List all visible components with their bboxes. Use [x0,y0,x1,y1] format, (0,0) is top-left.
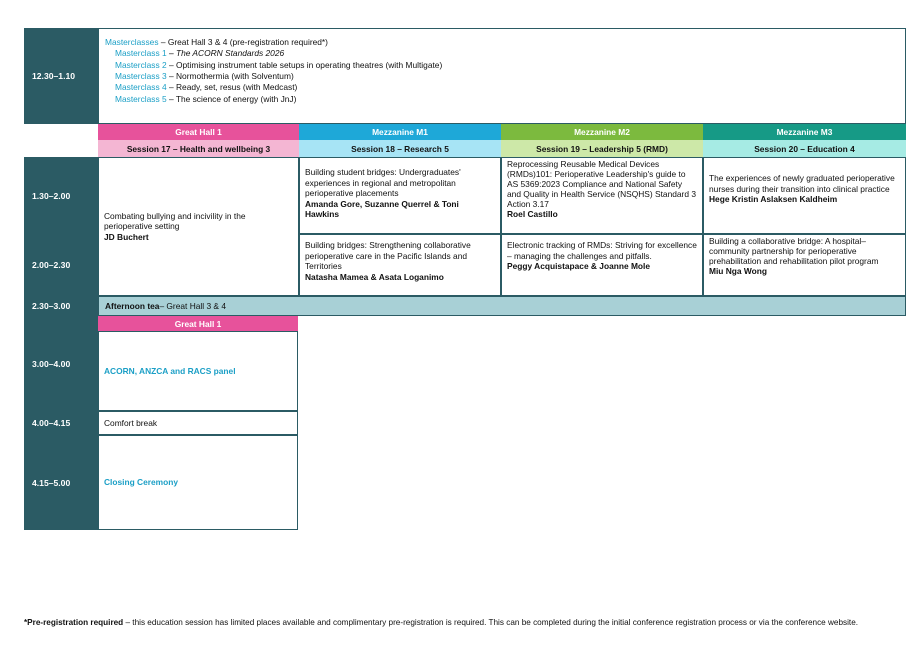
footnote [24,617,904,628]
masterclass-desc: – Optimising instrument table setups in operating theatres (with Multigate) [166,59,443,70]
talk-title: Building a collaborative bridge: A hospital–community partnership for perioperative prehabilitation and rehabilitation pilot program [709,236,879,267]
talk-speaker: Natasha Mamea & Asata Loganimo [305,271,444,282]
time-masterclasses [24,28,98,124]
talk-title: Reprocessing Reusable Medical Devices (RMDs)101: Perioperative Leadership's guide to AS 5369:2023 Compliance and National Safety and Quality in Health Service (NSQHS) Standard 3 Action 3.17 [507,159,696,210]
talk-m2b [501,234,703,296]
talk-m2a [501,157,703,234]
masterclass-desc: – The ACORN Standards 2026 [166,48,285,59]
venue-mezzanine-m2: Mezzanine M2 [501,124,703,140]
talk-title: Electronic tracking of RMDs: Striving for excellence – managing the challenges and pitfalls. [507,240,697,261]
masterclass-name: Masterclass 4 [115,82,167,93]
panel-title: ACORN, ANZCA and RACS panel [104,365,236,376]
masterclasses-heading [105,37,899,48]
time-label: 2.00–2.30 [32,260,71,270]
talk-speaker: Miu Nga Wong [709,266,767,277]
venue-great-hall-1-late: Great Hall 1 [98,316,298,331]
comfort-break-cell [98,411,298,435]
masterclass-desc: – Normothermia (with Solventum) [166,71,294,82]
talk-speaker: JD Buchert [104,231,149,242]
time-1 [24,157,98,234]
masterclass-name: Masterclass 2 [115,59,167,70]
talk-speaker: Amanda Gore, Suzanne Querrel & Toni Hawkins [305,198,459,219]
masterclasses-subtitle: – Great Hall 3 & 4 (pre-registration required*) [158,37,328,47]
session-20: Session 20 – Education 4 [703,140,906,157]
talk-speaker: Peggy Acquistapace & Joanne Mole [507,261,651,271]
talk-m3b [703,234,906,296]
venue-mezzanine-m1: Mezzanine M1 [299,124,501,140]
masterclass-name: Masterclass 3 [115,71,167,82]
masterclass-4 [105,82,899,93]
masterclass-3 [105,71,899,82]
talk-title: Building student bridges: Undergraduates' experiences in regional and metropolitan perioperative placements [305,167,461,198]
masterclass-desc: – The science of energy (with JnJ) [166,93,297,104]
afternoon-tea-label: Afternoon tea [105,301,160,311]
talk-gh1 [98,157,299,296]
venue-great-hall-1: Great Hall 1 [98,124,299,140]
masterclass-2 [105,60,899,71]
panel-cell [98,331,298,411]
comfort-break-label: Comfort break [104,417,158,428]
masterclass-name: Masterclass 1 [115,48,167,59]
time-3 [24,296,98,316]
talk-title: The experiences of newly graduated perioperative nurses during their transition into clinical practice [709,173,895,194]
talk-title: Building bridges: Strengthening collaborative perioperative care in the Pacific Islands and Territories [305,240,471,271]
time-label: 3.00–4.00 [32,358,71,369]
time-6 [24,435,98,530]
closing-ceremony-title: Closing Ceremony [104,477,178,488]
session-18: Session 18 – Research 5 [299,140,501,157]
closing-ceremony-cell [98,435,298,530]
afternoon-tea-location: – Great Hall 3 & 4 [159,301,227,311]
venue-mezzanine-m3: Mezzanine M3 [703,124,906,140]
masterclass-1 [105,48,899,59]
masterclass-name: Masterclass 5 [115,93,167,104]
talk-speaker: Hege Kristin Aslaksen Kaldheim [709,194,838,204]
session-19: Session 19 – Leadership 5 (RMD) [501,140,703,157]
time-label: 1.30–2.00 [32,190,71,201]
masterclasses-title: Masterclasses [105,37,159,47]
time-5 [24,411,98,435]
talk-title: Combating bullying and incivility in the perioperative setting [104,210,246,232]
masterclass-5 [105,94,899,105]
time-4 [24,316,98,411]
time-label: 4.15–5.00 [32,477,71,488]
time-label: 12.30–1.10 [32,71,76,81]
time-2 [24,234,98,296]
time-label: 2.30–3.00 [32,301,71,311]
talk-m3a [703,157,906,234]
masterclasses-cell [98,28,906,124]
talk-m1b [299,234,501,296]
session-17: Session 17 – Health and wellbeing 3 [98,140,299,157]
time-label: 4.00–4.15 [32,418,71,428]
afternoon-tea-row [98,296,906,316]
footnote-text: – this education session has limited places available and complimentary pre-registration is required. This can be completed during the initial conference registration process or via the conference website. [123,618,859,627]
talk-speaker: Roel Castillo [507,209,558,220]
footnote-bold: *Pre-registration required [24,618,124,627]
masterclass-desc: – Ready, set, resus (with Medcast) [166,82,298,93]
talk-m1a [299,157,501,234]
